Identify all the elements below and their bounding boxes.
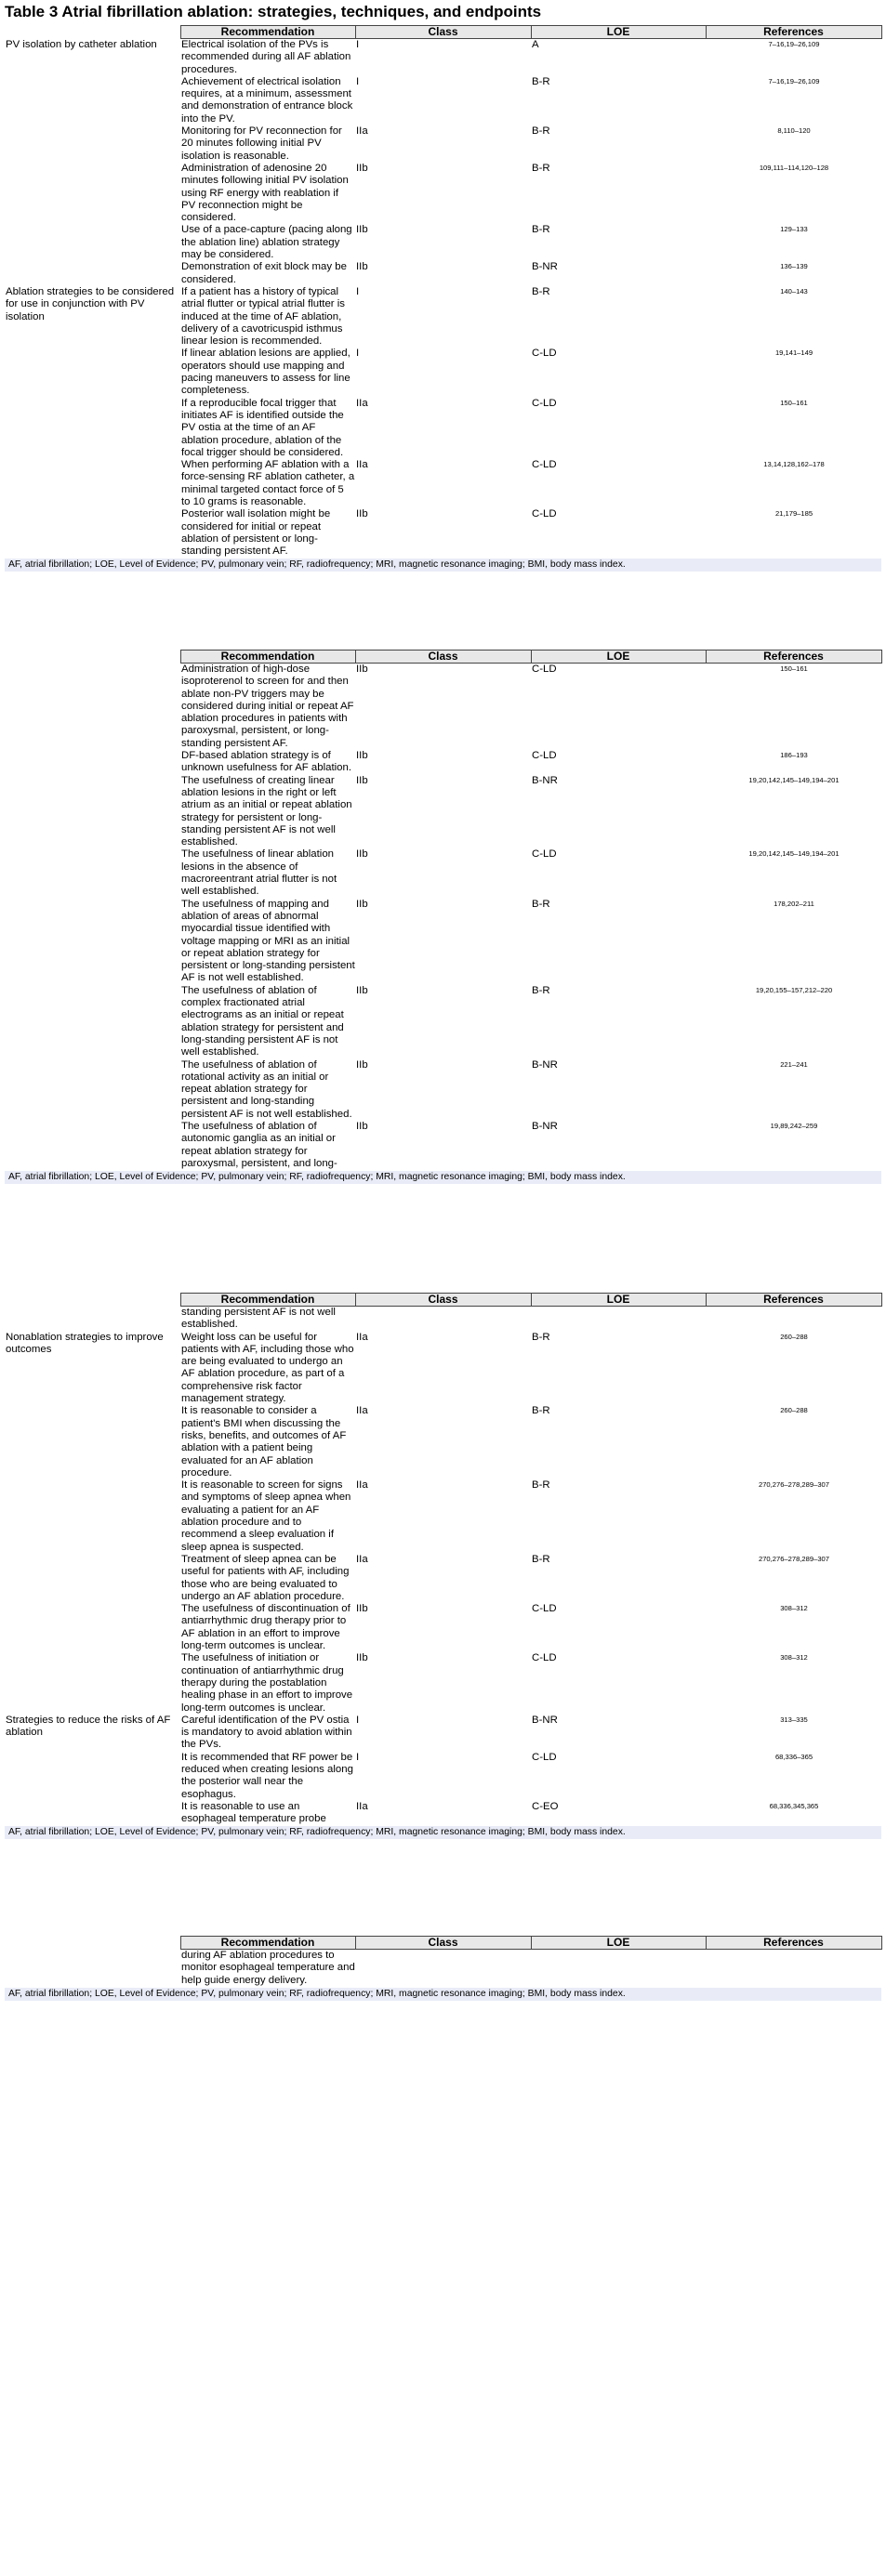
class-cell: I [356, 1751, 360, 1763]
class-cell: IIb [356, 848, 368, 861]
recommendation-cell: Monitoring for PV reconnection for 20 minutes following initial PV isolation is reasonable. [181, 125, 342, 162]
category-cell [5, 1950, 180, 1987]
column-header: Class [355, 1937, 531, 1950]
header-blank-cell [5, 26, 180, 39]
recommendation-cell: Administration of adenosine 20 minutes following initial PV isolation using RF energy with reablation if PV reconnection might be considered. [181, 162, 349, 224]
loe-cell: C-LD [532, 348, 557, 360]
column-header: Class [355, 651, 531, 664]
references-cell: 150–161 [780, 664, 808, 673]
table-footnote: AF, atrial fibrillation; LOE, Level of Evidence; PV, pulmonary vein; RF, radiofrequency; MRI, magnetic resonance imaging; BMI, body mass index. [5, 1171, 881, 1184]
class-cell: IIb [356, 162, 368, 174]
loe-cell [531, 1307, 706, 1332]
references-cell: 19,20,155–157,212–220 [755, 985, 833, 994]
class-cell: IIb [356, 774, 368, 786]
loe-cell: A [532, 39, 539, 50]
loe-cell: B-R [532, 984, 550, 996]
loe-cell: B-NR [532, 1714, 558, 1726]
class-cell: IIb [356, 1058, 368, 1071]
table-row [5, 1121, 881, 1170]
category-cell [5, 1603, 180, 1652]
recommendation-table [5, 1936, 882, 1987]
class-cell: IIa [356, 125, 368, 138]
column-header: Class [355, 26, 531, 39]
class-cell: IIb [356, 664, 368, 675]
table-row [5, 224, 881, 261]
references-cell: 21,179–185 [774, 509, 813, 519]
recommendation-cell: The usefulness of initiation or continuation of antiarrhythmic drug therapy during the postablation healing phase in an effort to improve long-term outcomes is unclear. [181, 1652, 353, 1714]
column-header: References [706, 1937, 881, 1950]
category-cell [5, 1479, 180, 1554]
loe-cell: B-NR [532, 261, 558, 273]
table-row [5, 1332, 881, 1406]
recommendation-cell: When performing AF ablation with a force-sensing RF ablation catheter, a minimal targeted contact force of 5 to 10 grams is reasonable. [181, 459, 355, 507]
header-row [5, 1294, 881, 1307]
category-cell: Strategies to reduce the risks of AF ablation [6, 1714, 171, 1739]
class-cell: IIa [356, 1331, 368, 1343]
table-row [5, 1405, 881, 1479]
loe-cell: C-LD [532, 459, 557, 471]
references-cell: 308–312 [780, 1604, 808, 1613]
column-header: Recommendation [180, 1294, 355, 1307]
references-cell: 68,336,345,365 [769, 1801, 819, 1810]
references-cell: 129–133 [780, 225, 808, 234]
loe-cell: B-NR [532, 1120, 558, 1132]
header-row [5, 26, 881, 39]
references-cell: 109,111–114,120–128 [759, 163, 829, 172]
table-row [5, 1715, 881, 1752]
loe-cell: C-LD [532, 1603, 557, 1615]
table-row [5, 1950, 881, 1987]
recommendation-cell: The usefulness of ablation of rotational activity as an initial or repeat ablation strategy for persistent and long-standing persistent AF is not well established. [181, 1058, 352, 1120]
recommendation-cell: standing persistent AF is not well established. [181, 1307, 336, 1331]
recommendation-cell: DF-based ablation strategy is of unknown usefulness for AF ablation. [181, 750, 351, 774]
loe-cell: B-NR [532, 1058, 558, 1071]
table-block-1 [5, 25, 881, 572]
category-cell [5, 664, 180, 751]
column-header: Recommendation [180, 1937, 355, 1950]
class-cell: I [356, 75, 360, 87]
column-header: LOE [531, 651, 706, 664]
loe-cell: B-R [532, 1553, 550, 1565]
category-cell [5, 1307, 180, 1332]
header-blank-cell [5, 1294, 180, 1307]
references-cell: 136–139 [780, 262, 808, 271]
references-cell: 270,276–278,289–307 [758, 1480, 829, 1490]
class-cell: I [356, 285, 360, 297]
loe-cell: C-EO [532, 1800, 559, 1812]
references-cell: 260–288 [780, 1406, 808, 1415]
references-cell: 19,20,142,145–149,194–201 [748, 775, 840, 784]
category-cell [5, 775, 180, 849]
references-cell: 150–161 [780, 398, 808, 407]
recommendation-table [5, 25, 882, 558]
recommendation-cell: If linear ablation lesions are applied, operators should use mapping and pacing maneuvers to assess for line completeness. [181, 348, 350, 397]
recommendation-text: It is reasonable to use an esophageal temperature probe [181, 1800, 326, 1825]
header-row [5, 1937, 881, 1950]
table-row [5, 750, 881, 775]
table-row [5, 664, 881, 751]
references-cell: 313–335 [780, 1715, 808, 1724]
category-cell [5, 1554, 180, 1603]
category-cell [5, 1121, 180, 1170]
class-cell: IIb [356, 984, 368, 996]
class-cell: IIb [356, 750, 368, 762]
table-row [5, 76, 881, 125]
recommendation-cell: The usefulness of discontinuation of antiarrhythmic drug therapy prior to AF ablation in an effort to improve long-term outcomes is unclear. [181, 1603, 350, 1652]
header-blank-cell [5, 651, 180, 664]
recommendation-text: The usefulness of ablation of autonomic ganglia as an initial or repeat ablation strategy for paroxysmal, persistent, and long- [181, 1120, 337, 1169]
recommendation-cell: Posterior wall isolation might be considered for initial or repeat ablation of persistent or long-standing persistent AF. [181, 508, 331, 558]
class-cell: IIa [356, 459, 368, 471]
table-block-4 [5, 1936, 881, 2001]
recommendation-cell: If a reproducible focal trigger that initiates AF is identified outside the PV ostia at the time of an AF ablation procedure, ablation of the focal trigger should be considered. [181, 397, 344, 458]
references-cell [706, 1950, 881, 1987]
category-cell [5, 848, 180, 898]
column-header: Recommendation [180, 26, 355, 39]
loe-cell: C-LD [532, 508, 557, 520]
table-row [5, 286, 881, 348]
column-header: References [706, 26, 881, 39]
references-cell: 19,141–149 [774, 348, 813, 358]
recommendation-cell: during AF ablation procedures to monitor esophageal temperature and help guide energy delivery. [181, 1950, 355, 1986]
recommendation-cell: The usefulness of creating linear ablation lesions in the right or left atrium as an initial or repeat ablation strategy for persistent or long-standing persistent AF is not well established. [181, 774, 352, 848]
recommendation-cell [180, 1801, 355, 1826]
column-header: LOE [531, 1937, 706, 1950]
loe-cell: B-R [532, 224, 550, 236]
recommendation-cell: Demonstration of exit block may be considered. [181, 261, 347, 285]
column-header: LOE [531, 26, 706, 39]
references-cell: 178,202–211 [774, 899, 814, 908]
class-cell: IIb [356, 898, 368, 910]
table-block-3 [5, 1293, 881, 1839]
table-row [5, 261, 881, 286]
category-cell [5, 508, 180, 558]
category-cell [5, 1652, 180, 1714]
references-cell: 260–288 [780, 1332, 808, 1341]
table-row [5, 459, 881, 508]
table-footnote: AF, atrial fibrillation; LOE, Level of Evidence; PV, pulmonary vein; RF, radiofrequency; MRI, magnetic resonance imaging; BMI, body mass index. [5, 559, 881, 572]
loe-cell: B-R [532, 75, 550, 87]
class-cell: IIa [356, 1479, 368, 1492]
loe-cell: B-R [532, 1479, 550, 1492]
category-cell: Nonablation strategies to improve outcomes [6, 1331, 164, 1355]
recommendation-cell: Weight loss can be useful for patients with AF, including those who are being evaluated to undergo an AF ablation procedure, as part of a comprehensive risk factor management strategy. [181, 1331, 354, 1405]
table-row [5, 1554, 881, 1603]
category-cell [5, 1752, 180, 1801]
loe-cell [531, 1950, 706, 1987]
references-cell: 7–16,19–26,109 [768, 40, 820, 48]
column-header: References [706, 651, 881, 664]
references-cell: 68,336–365 [774, 1752, 813, 1761]
references-cell: 19,20,142,145–149,194–201 [748, 849, 840, 859]
table-row [5, 348, 881, 397]
class-cell: IIb [356, 261, 368, 273]
recommendation-cell: Use of a pace-capture (pacing along the ablation line) ablation strategy may be considered. [181, 224, 352, 261]
category-cell [5, 1405, 180, 1479]
table-row [5, 398, 881, 459]
column-header: LOE [531, 1294, 706, 1307]
references-cell: 19,89,242–259 [770, 1121, 818, 1130]
recommendation-cell: The usefulness of ablation of complex fractionated atrial electrograms as an initial or repeat ablation strategy for persistent and long-standing persistent AF is not well established. [181, 984, 344, 1058]
recommendation-cell: The usefulness of mapping and ablation of areas of abnormal myocardial tissue identified with voltage mapping or MRI as an initial or repeat ablation strategy for persistent or long-standing persistent AF is not well established. [181, 898, 355, 984]
table-row [5, 1059, 881, 1121]
column-header: Class [355, 1294, 531, 1307]
loe-cell: B-NR [532, 774, 558, 786]
table-row [5, 125, 881, 163]
table-row [5, 775, 881, 849]
class-cell: I [356, 39, 360, 50]
recommendation-cell [180, 1121, 355, 1170]
table-row [5, 1801, 881, 1826]
class-cell: IIa [356, 1553, 368, 1565]
category-cell [5, 459, 180, 508]
category-cell: PV isolation by catheter ablation [6, 38, 157, 50]
category-cell [5, 985, 180, 1059]
recommendation-cell: Achievement of electrical isolation requires, at a minimum, assessment and demonstration of entrance block into the PV. [181, 75, 353, 125]
category-cell [5, 1059, 180, 1121]
table-row [5, 1479, 881, 1554]
class-cell: IIa [356, 397, 368, 409]
class-cell: IIa [356, 1800, 368, 1812]
header-blank-cell [5, 1937, 180, 1950]
references-cell: 221–241 [780, 1059, 808, 1069]
column-header: Recommendation [180, 651, 355, 664]
loe-cell: C-LD [532, 664, 557, 675]
table-block-2 [5, 650, 881, 1184]
category-cell [5, 348, 180, 397]
loe-cell: B-R [532, 285, 550, 297]
class-cell: IIa [356, 1405, 368, 1417]
table-row [5, 848, 881, 898]
loe-cell: B-R [532, 1405, 550, 1417]
table-row [5, 1603, 881, 1652]
class-cell: IIb [356, 1652, 368, 1664]
recommendation-cell: It is reasonable to screen for signs and symptoms of sleep apnea when evaluating a patient for an AF ablation procedure and to recommend a sleep evaluation if sleep apnea is suspected. [181, 1479, 351, 1553]
loe-cell: B-R [532, 162, 550, 174]
category-cell [5, 125, 180, 163]
references-cell: 186–193 [780, 751, 808, 760]
loe-cell: C-LD [532, 750, 557, 762]
loe-cell: C-LD [532, 397, 557, 409]
references-cell [706, 1307, 881, 1332]
category-cell [5, 76, 180, 125]
category-cell [5, 261, 180, 286]
table-footnote: AF, atrial fibrillation; LOE, Level of Evidence; PV, pulmonary vein; RF, radiofrequency; MRI, magnetic resonance imaging; BMI, body mass index. [5, 1826, 881, 1839]
table-row [5, 1752, 881, 1801]
loe-cell: C-LD [532, 1751, 557, 1763]
loe-cell: B-R [532, 1331, 550, 1343]
table-row [5, 508, 881, 558]
recommendation-cell: Electrical isolation of the PVs is recommended during all AF ablation procedures. [181, 39, 351, 75]
class-cell: IIb [356, 1603, 368, 1615]
recommendation-cell: It is reasonable to consider a patient's BMI when discussing the risks, benefits, and outcomes of AF ablation with a patient being evaluated for an AF ablation procedure. [181, 1405, 347, 1479]
recommendation-cell: Treatment of sleep apnea can be useful for patients with AF, including those who are being evaluated to undergo an AF ablation procedure. [181, 1553, 350, 1602]
category-cell [5, 750, 180, 775]
class-cell [355, 1950, 531, 1987]
category-cell [5, 398, 180, 459]
header-row [5, 651, 881, 664]
table-row [5, 899, 881, 985]
table-row [5, 985, 881, 1059]
category-cell: Ablation strategies to be considered for use in conjunction with PV isolation [6, 285, 175, 322]
recommendation-table [5, 650, 882, 1170]
class-cell: IIb [356, 224, 368, 236]
loe-cell: B-R [532, 125, 550, 138]
table-footnote: AF, atrial fibrillation; LOE, Level of Evidence; PV, pulmonary vein; RF, radiofrequency; MRI, magnetic resonance imaging; BMI, body mass index. [5, 1988, 881, 2001]
category-cell [5, 899, 180, 985]
class-cell: IIb [356, 1120, 368, 1132]
recommendation-cell: Administration of high-dose isoproterenol to screen for and then ablate non-PV triggers may be considered during initial or repeat AF ablation procedures in patients with paroxysmal, persistent, or long-standing persistent AF. [181, 664, 354, 749]
loe-cell: B-R [532, 898, 550, 910]
loe-cell: C-LD [532, 848, 557, 861]
category-cell [5, 1801, 180, 1826]
references-cell: 270,276–278,289–307 [758, 1554, 829, 1563]
recommendation-cell: If a patient has a history of typical atrial flutter or typical atrial flutter is induced at the time of AF ablation, delivery of a cavotricuspid isthmus linear lesion is recommended. [181, 285, 345, 348]
recommendation-cell: Careful identification of the PV ostia is mandatory to avoid ablation within the PVs. [181, 1714, 352, 1751]
category-cell [5, 163, 180, 224]
table-row [5, 39, 881, 76]
references-cell: 8,110–120 [777, 126, 811, 136]
table-row [5, 163, 881, 224]
class-cell: IIb [356, 508, 368, 520]
class-cell: I [356, 1714, 360, 1726]
class-cell [355, 1307, 531, 1332]
class-cell: I [356, 348, 360, 360]
loe-cell: C-LD [532, 1652, 557, 1664]
column-header: References [706, 1294, 881, 1307]
references-cell: 140–143 [780, 286, 808, 296]
references-cell: 7–16,19–26,109 [768, 76, 820, 85]
table-title: Table 3 Atrial fibrillation ablation: strategies, techniques, and endpoints [5, 3, 542, 20]
references-cell: 308–312 [780, 1653, 808, 1663]
recommendation-cell: It is recommended that RF power be reduced when creating lesions along the posterior wall near the esophagus. [181, 1751, 353, 1800]
recommendation-table [5, 1293, 882, 1825]
category-cell [5, 224, 180, 261]
table-row [5, 1652, 881, 1714]
recommendation-cell: The usefulness of linear ablation lesions in the absence of macroreentrant atrial flutter is not well established. [181, 848, 337, 898]
references-cell: 13,14,128,162–178 [763, 460, 825, 469]
table-row [5, 1307, 881, 1332]
